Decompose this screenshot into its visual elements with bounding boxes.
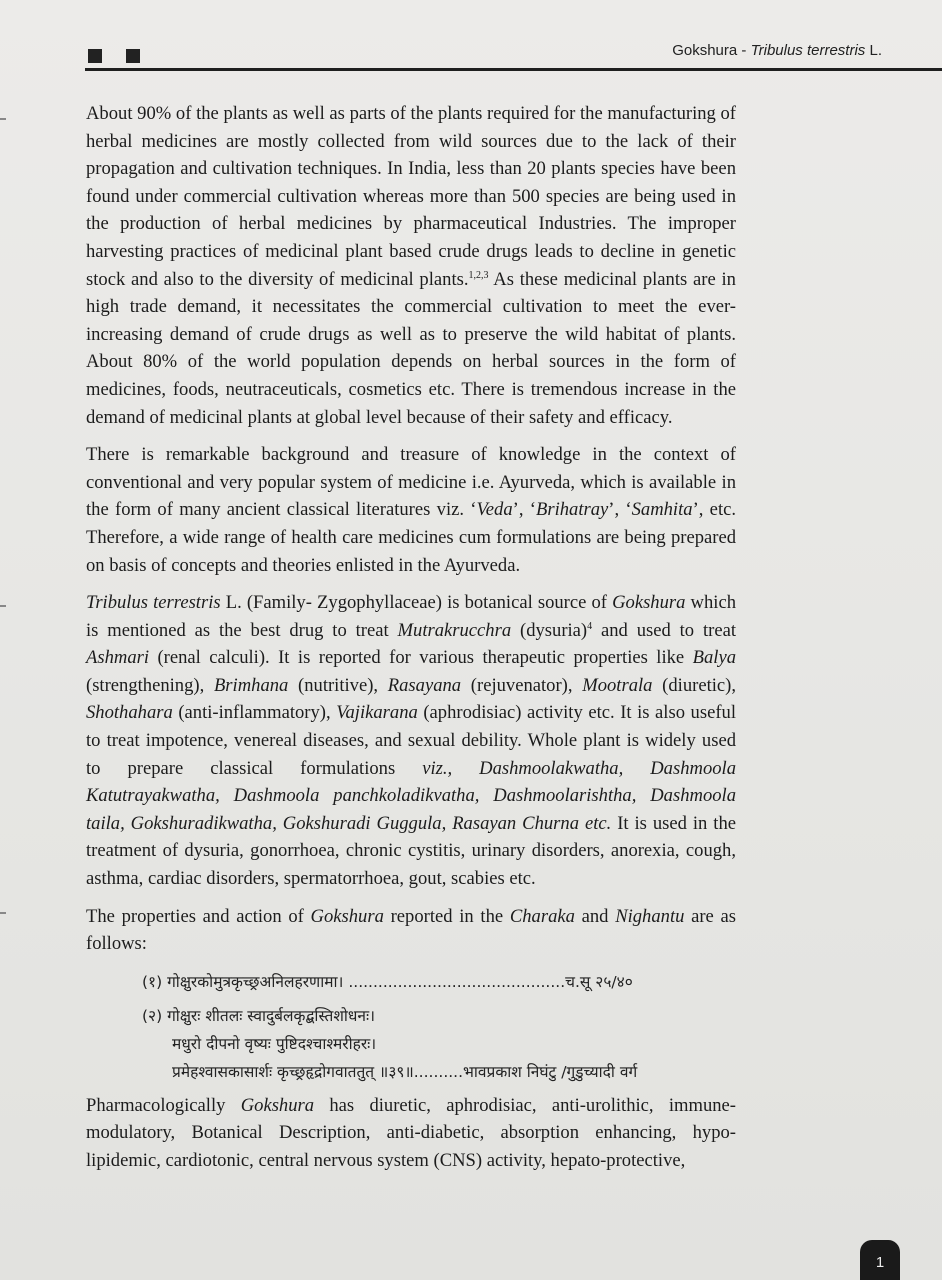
header-square-icon [126,49,140,63]
header-rule [85,68,942,71]
page-edge-mark [0,118,6,120]
sanskrit-verse-2: (२) गोक्षुरः शीतलः स्वादुर्बलकृद्बस्तिशोधनः। [142,1006,376,1025]
paragraph-wild-sources: About 90% of the plants as well as parts of the plants required for the manufacturing of herbal medicines are mostly collected from wild sources due to the lack of their propagation and cultivation techniques. In India, less than 20 plants species have been found under commercial cultivation whereas more than 500 species are being used in the production of herbal medicines by pharmaceutical Industries. The improper harvesting practices of medicinal plant based crude drugs leads to decline in genetic stock and also to the diversity of medicinal plants.$^{1,2,3}$ As these medicinal plants are in high trade demand, it necessitates the commercial cultivation to meet the ever-increasing demand of crude drugs as well as to preserve the wild habitat of plants. About 80% of the world population depends on herbal sources in the form of medicines, foods, neutraceuticals, cosmetics etc. There is tremendous increase in the demand of medicinal plants at global level because of their safety and efficacy. [86,103,736,428]
sanskrit-verse-4: प्रमेहश्वासकासार्शः कृच्छ्रहृद्रोगवाततुत् ॥३९॥..........भावप्रकाश निघंटु /गुडुच्यादी वर्ग [172,1062,638,1081]
paragraph-properties-intro: The properties and action of Gokshura reported in the Charaka and Nighantu are as follows: [86,905,737,955]
running-header: Gokshura - Tribulus terrestris L. [672,42,882,59]
paragraph-pharmacology: Pharmacologically Gokshura has diuretic, aphrodisiac, anti-urolithic, immune-modulatory, Botanical Description, anti-diabetic, absorption enhancing, hypo-lipidemic, cardiotonic, central nervous system (CNS) activity, hepato-protective, [86,1094,737,1171]
page-edge-mark [0,605,6,607]
sanskrit-verse-3: मधुरो दीपनो वृष्यः पुष्टिदश्चाश्मरीहरः। [172,1034,377,1053]
paragraph-ayurveda: There is remarkable background and treasure of knowledge in the context of conventional and very popular system of medicine i.e. Ayurveda, which is available in the form of many ancient classical literatures viz. ‘Veda’, ‘Brihatray’, ‘Samhita’, etc. Therefore, a wide range of health care medicines cum formulations are being prepared on basis of concepts and theories enlisted in the Ayurveda. [86,444,737,576]
page-edge-mark [0,912,6,914]
paragraph-tribulus: Tribulus terrestris L. (Family- Zygophyllaceae) is botanical source of Gokshura which is mentioned as the best drug to treat Mutrakrucchra (dysuria)$^4$ and used to treat Ashmari (renal calculi). It is reported for various therapeutic properties like Balya (strengthening), Brimhana (nutritive), Rasayana (rejuvenator), Mootrala (diuretic), Shothahara (anti-inflammatory), Vajikarana (aphrodisiac) activity etc. It is also useful to treat impotence, venereal diseases, and sexual debility. Whole plant is widely used to prepare classical formulations viz., Dashmoolakwatha, Dashmoola Katutrayakwatha, Dashmoola panchkoladikvatha, Dashmoolarishtha, Dashmoola taila, Gokshuradikwatha, Gokshuradi Guggula, Rasayan Churna etc. It is used in the treatment of dysuria, gonorrhoea, chronic cystitis, urinary disorders, anorexia, cough, asthma, cardiac disorders, spermatorrhoea, gout, scabies etc. [86,592,736,890]
page-number: 1 [860,1240,900,1280]
sanskrit-verse-1: (१) गोक्षुरकोमुत्रकृच्छ्रअनिलहरणामा। ............................................च.सू २५/४० [142,972,633,991]
header-square-icon [88,49,102,63]
page-body [86,100,736,1185]
